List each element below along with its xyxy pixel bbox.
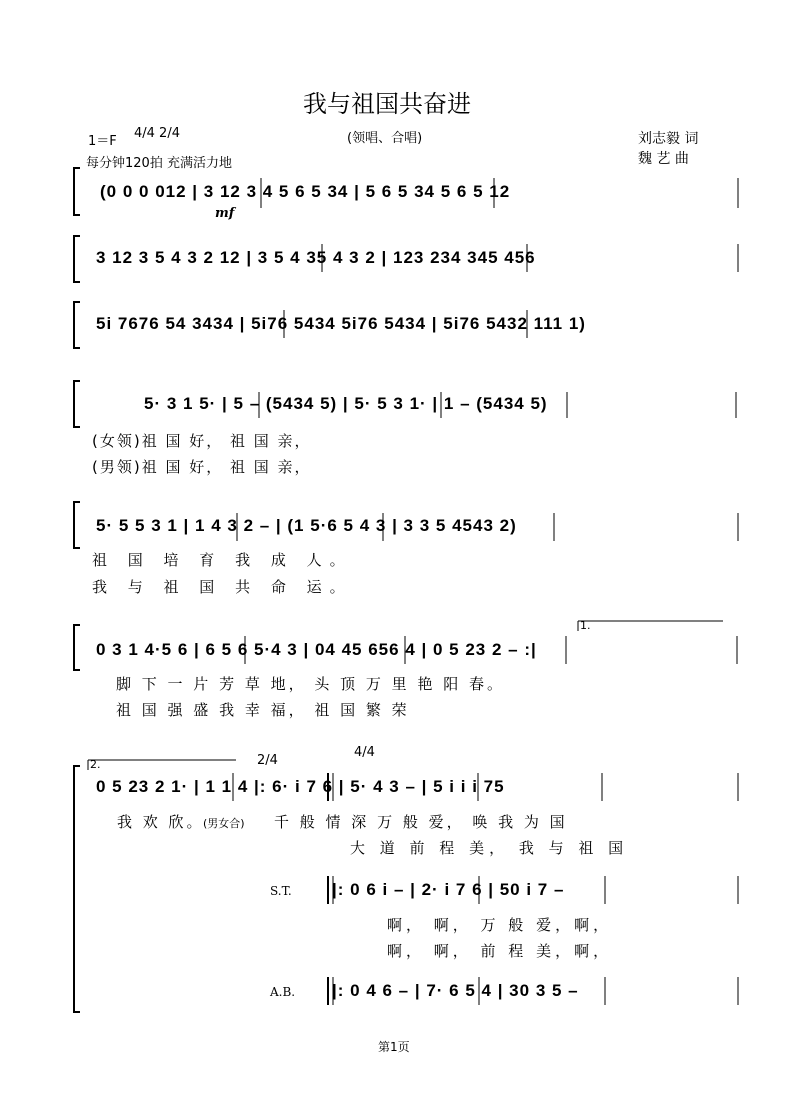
lyric-line: 千 般 情 深 万 般 爱， 唤 我 为 国 bbox=[274, 813, 568, 831]
lyricist-credit: 刘志毅 词 bbox=[638, 131, 699, 147]
lyric-line: 啊， 啊， 前 程 美，啊， bbox=[387, 942, 613, 960]
system-bracket bbox=[74, 502, 80, 548]
voice-label-ab: A.B. bbox=[270, 985, 296, 999]
score-row-1: (0 0 0 012 | 3 12 3 4 5 6 5 34 | 5 6 5 34 5 6 5 12 bbox=[100, 182, 511, 201]
system-bracket bbox=[74, 168, 80, 215]
system-bracket bbox=[74, 625, 80, 670]
lyric-line: 大 道 前 程 美， 我 与 祖 国 bbox=[350, 839, 629, 857]
score-row-3: 5i 7676 54 3434 | 5i76 5434 5i76 5434 | 5i76 5432 111 1) bbox=[96, 314, 586, 333]
system-bracket bbox=[74, 236, 80, 282]
system-bracket bbox=[74, 302, 80, 348]
score-row-5: 5· 5 5 3 1 | 1 4 3 2 – | (1 5·6 5 4 3 | 3 3 5 4543 2) bbox=[96, 516, 517, 535]
time-change: 4/4 bbox=[354, 745, 375, 760]
lyric-line: 我 与 祖 国 共 命 运。 bbox=[92, 578, 353, 596]
lyric-line: 啊， 啊， 万 般 爱，啊， bbox=[387, 916, 613, 934]
song-title: 我与祖国共奋进 bbox=[303, 90, 471, 118]
score-row-ab: |: 0 4 6 – | 7· 6 5 4 | 30 3 5 – bbox=[332, 981, 579, 1000]
lyric-line: 脚 下 一 片 芳 草 地， 头 顶 万 里 艳 阳 春。 bbox=[116, 675, 505, 693]
dynamic-mark: mf bbox=[215, 206, 235, 221]
time-change: 2/4 bbox=[257, 753, 278, 768]
score-row-4: 5· 3 1 5· | 5 – (5434 5) | 5· 5 3 1· | 1 – (5434 5) bbox=[144, 394, 548, 413]
volta-label: 2. bbox=[90, 758, 101, 771]
lyric-line: (男领)祖 国 好， 祖 国 亲， bbox=[92, 458, 312, 476]
score-row-7: 0 5 23 2 1· | 1 1 4 |: 6· i 7 6 | 5· 4 3 – | 5 i i i 75 bbox=[96, 777, 505, 796]
time-signature: 4/4 2/4 bbox=[134, 126, 180, 141]
lyric-line: 祖 国 强 盛 我 幸 福， 祖 国 繁 荣 bbox=[116, 701, 410, 719]
page-number: 第1页 bbox=[378, 1040, 410, 1054]
lyric-line: 祖 国 培 育 我 成 人。 bbox=[92, 551, 353, 569]
volta-label: 1. bbox=[580, 619, 591, 632]
tempo-marking: 每分钟120拍 充满活力地 bbox=[86, 156, 232, 171]
lyric-line: 我 欢 欣。 bbox=[117, 813, 205, 831]
voice-label-st: S.T. bbox=[270, 884, 292, 898]
system-bracket bbox=[74, 766, 80, 1012]
score-row-st: |: 0 6 i – | 2· i 7 6 | 50 i 7 – bbox=[332, 880, 565, 899]
composer-credit: 魏 艺 曲 bbox=[638, 151, 689, 167]
system-bracket bbox=[74, 381, 80, 427]
key-signature: 1＝F bbox=[88, 134, 117, 149]
lyric-line: (女领)祖 国 好， 祖 国 亲， bbox=[92, 432, 312, 450]
song-subtitle: (领唱、合唱) bbox=[347, 131, 423, 146]
score-row-6: 0 3 1 4·5 6 | 6 5 6 5·4 3 | 04 45 656 4 | 0 5 23 2 – :| bbox=[96, 640, 537, 659]
score-row-2: 3 12 3 5 4 3 2 12 | 3 5 4 35 4 3 2 | 123 234 345 456 bbox=[96, 248, 536, 267]
voice-mark: (男女合) bbox=[203, 817, 245, 830]
